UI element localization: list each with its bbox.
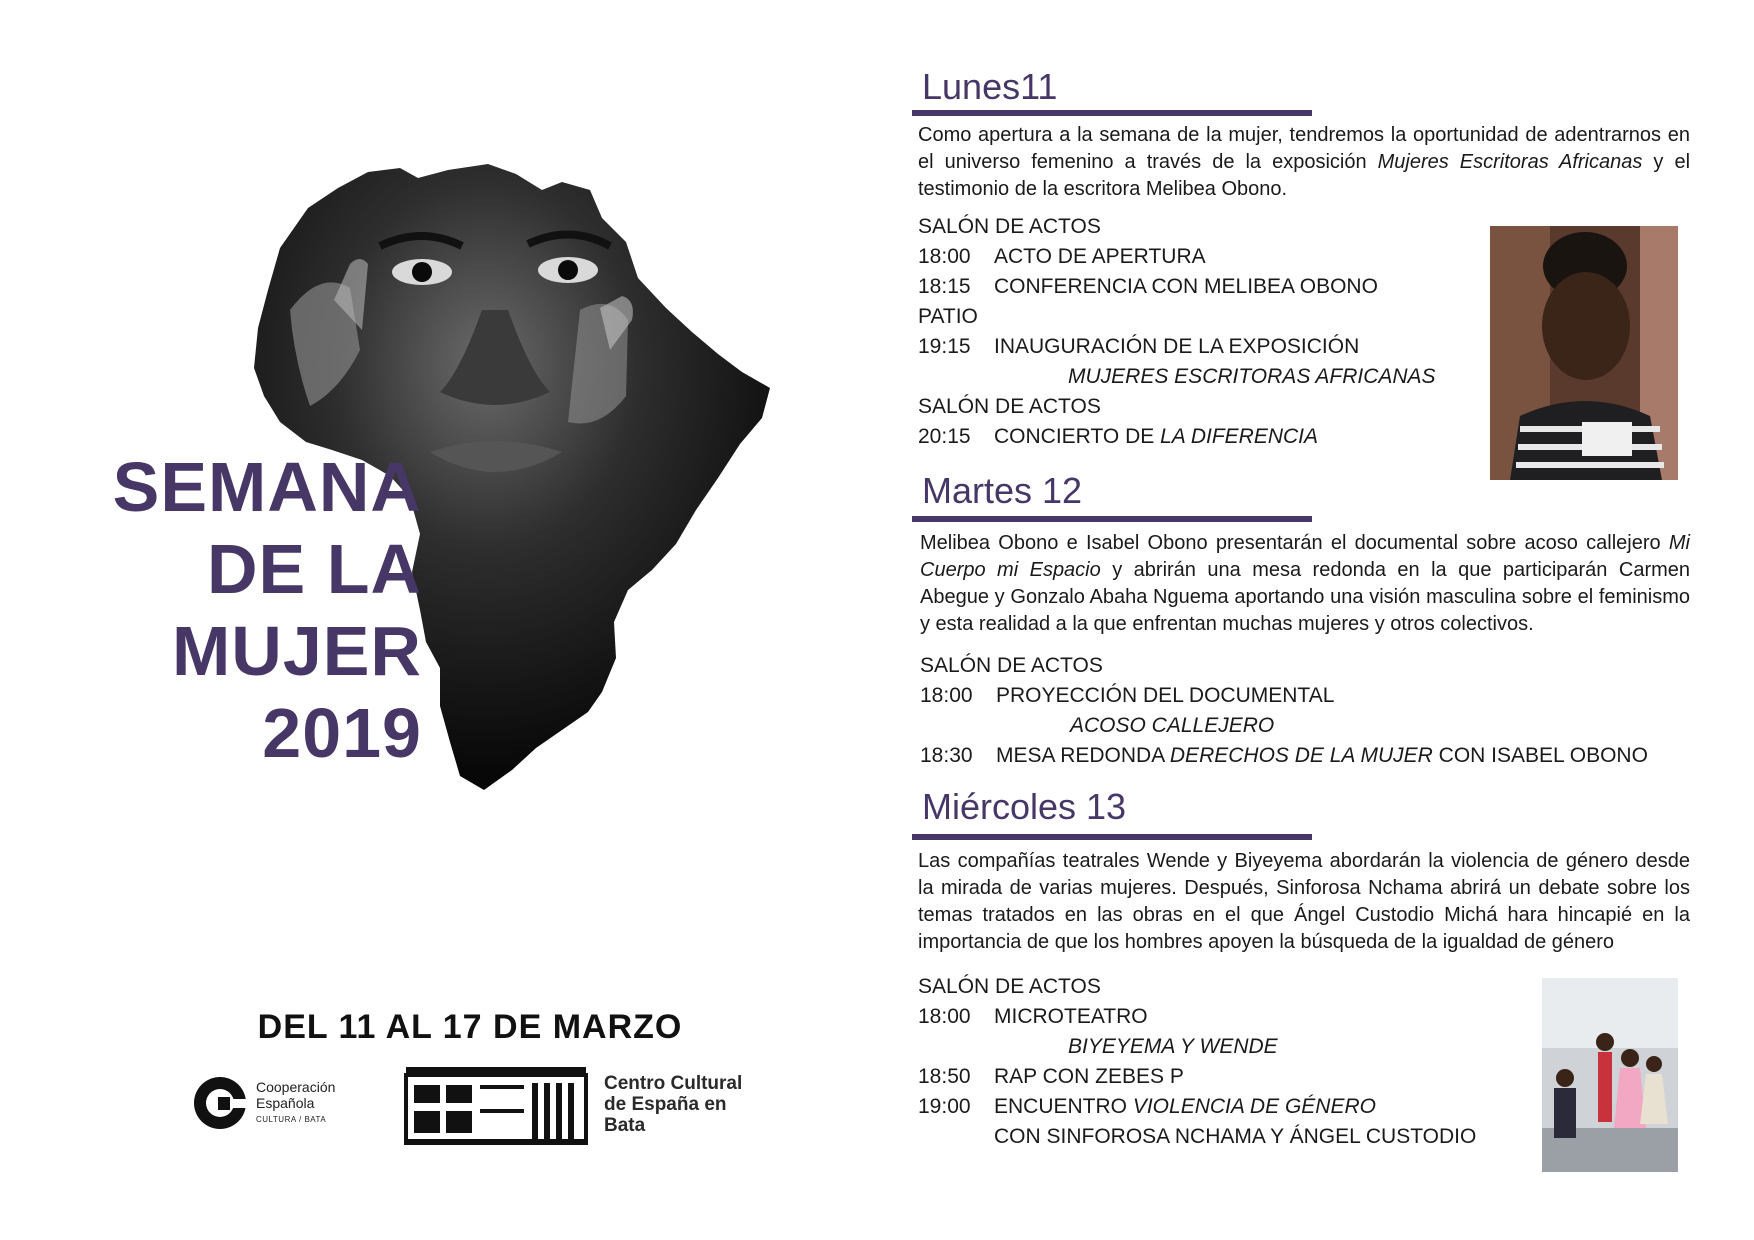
schedule-row: 19:00 ENCUENTRO VIOLENCIA DE GÉNERO <box>918 1095 1376 1118</box>
schedule-row: 18:00 PROYECCIÓN DEL DOCUMENTAL <box>920 684 1335 707</box>
ccebata-name-line-2: de España en <box>604 1094 727 1115</box>
poster-title-line-3: MUJER <box>171 612 422 690</box>
cooperacion-espanola-mark-icon <box>192 1075 248 1131</box>
schedule-row: 18:15 CONFERENCIA CON MELIBEA OBONO <box>918 275 1378 298</box>
venue-label: PATIO <box>918 305 978 328</box>
poster-title-line-1: SEMANA <box>112 448 422 526</box>
coop-name-line-1: Cooperación <box>256 1079 336 1095</box>
venue-label: SALÓN DE ACTOS <box>918 395 1101 418</box>
wednesday-schedule <box>918 972 1476 1152</box>
day-heading-tuesday: Martes 12 <box>922 470 1083 511</box>
coop-name-line-2: Española <box>256 1095 315 1111</box>
day-heading-monday: Lunes11 <box>922 66 1058 107</box>
schedule-row-sub: CON SINFOROSA NCHAMA Y ÁNGEL CUSTODIO <box>994 1125 1477 1148</box>
schedule-row-sub: MUJERES ESCRITORAS AFRICANAS <box>1068 365 1436 388</box>
schedule-row: 18:50 RAP CON ZEBES P <box>918 1065 1184 1088</box>
schedule-row: 20:15 CONCIERTO DE LA DIFERENCIA <box>918 425 1319 448</box>
ccebata-name-line-1: Centro Cultural <box>604 1073 743 1094</box>
ccebata-building-icon <box>404 1065 588 1147</box>
day-divider-monday <box>912 110 1312 116</box>
day-heading-wednesday: Miércoles 13 <box>922 786 1127 827</box>
ccebata-name-line-3: Bata <box>604 1115 646 1136</box>
poster-title-line-2: DE LA <box>207 530 422 608</box>
venue-label: SALÓN DE ACTOS <box>918 215 1101 238</box>
schedule-row: 18:00 ACTO DE APERTURA <box>918 245 1206 268</box>
melibea-obono-photo <box>1490 226 1678 480</box>
day-divider-tuesday <box>912 516 1312 522</box>
monday-description: Como apertura a la semana de la mujer, tendremos la oportunidad de adentrarnos en el universo femenino a través de la exposición Mujeres Escritoras Africanas y el testimonio de la escritora Melibea Obono. <box>918 124 1691 200</box>
venue-label: SALÓN DE ACTOS <box>918 975 1101 998</box>
venue-label: SALÓN DE ACTOS <box>920 654 1103 677</box>
schedule-row-sub: ACOSO CALLEJERO <box>1070 714 1275 737</box>
coop-subline: CULTURA / BATA <box>256 1115 327 1124</box>
schedule-row-sub: BIYEYEMA Y WENDE <box>1068 1035 1278 1058</box>
event-dates: DEL 11 AL 17 DE MARZO <box>257 1008 683 1046</box>
schedule-row: 18:30 MESA REDONDA DERECHOS DE LA MUJER CON ISABEL OBONO <box>920 744 1648 767</box>
wednesday-description: Las compañías teatrales Wende y Biyeyema abordarán la violencia de género desde la mirada de varias mujeres. Después, Sinforosa Nchama abrirá un debate sobre los temas tratados en las obras en el que Ángel Custodio Michá hara hincapié en la importancia de que los hombres apoyen la búsqueda de la igualdad de género <box>918 850 1690 953</box>
monday-schedule <box>918 212 1436 452</box>
tuesday-description: Melibea Obono e Isabel Obono presentarán el documental sobre acoso callejero Mi Cuerpo mi Espacio y abrirán una mesa redonda en la que participarán Carmen Abegue y Gonzalo Abaha Nguema aportando una visión masculina sobre el feminismo y esta realidad a la que enfrentan muchas mujeres y otros colectivos. <box>920 532 1691 635</box>
tuesday-schedule <box>920 651 1648 771</box>
microteatro-photo <box>1542 978 1678 1172</box>
schedule-row: 18:00 MICROTEATRO <box>918 1005 1148 1028</box>
day-divider-wednesday <box>912 834 1312 840</box>
poster-title-line-4: 2019 <box>262 694 422 772</box>
schedule-row: 19:15 INAUGURACIÓN DE LA EXPOSICIÓN <box>918 335 1360 358</box>
